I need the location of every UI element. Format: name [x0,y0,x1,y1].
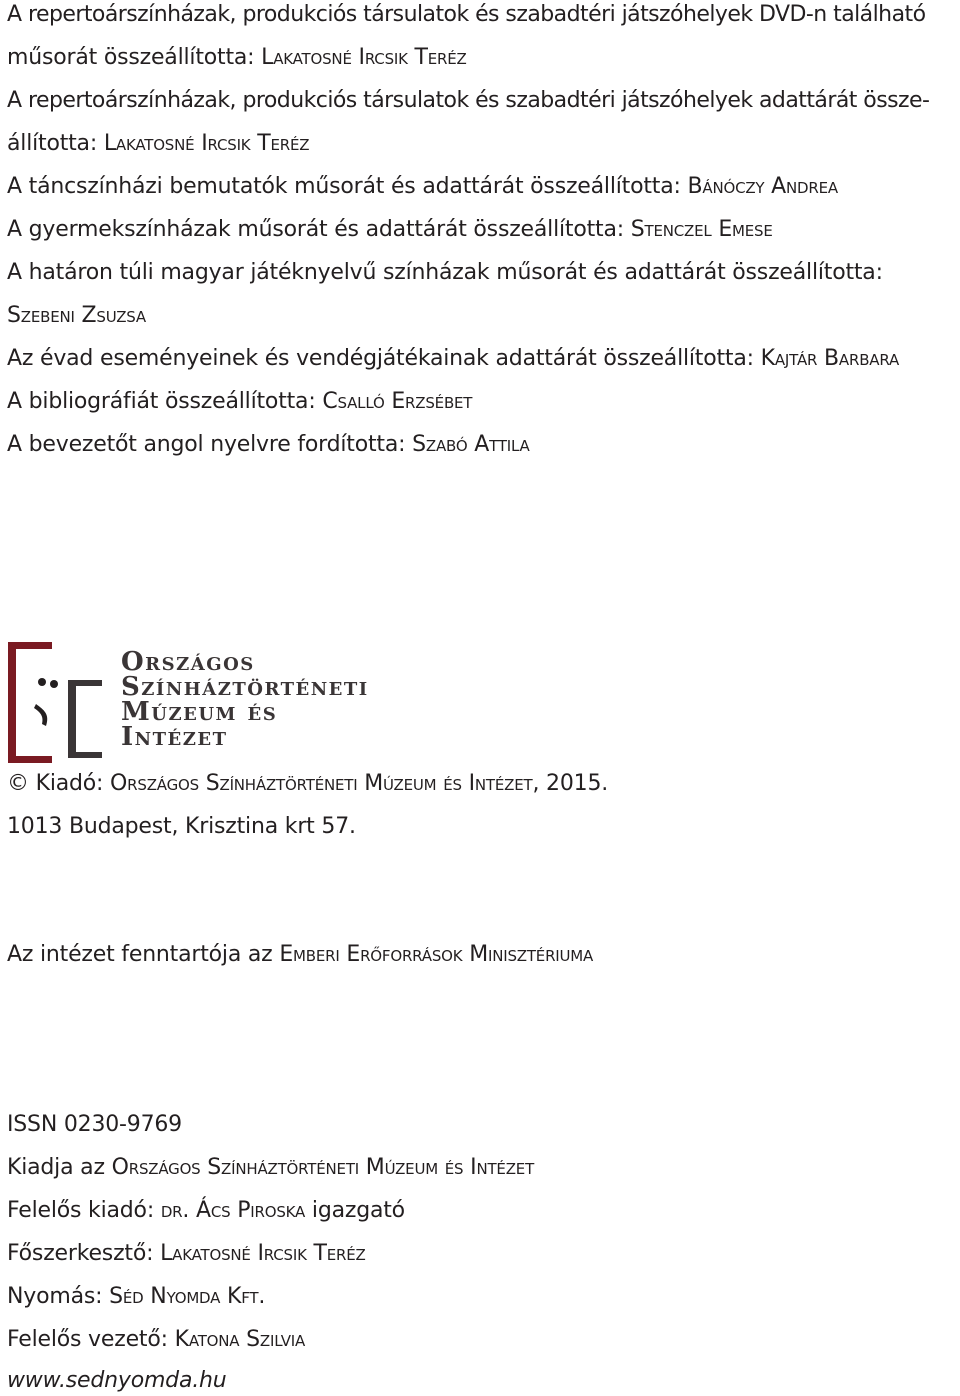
print-line: Nyomás: Séd Nyomda Kft. [7,1284,266,1309]
logo-wordmark: Országos Színháztörténeti Múzeum és Intézet [121,647,369,752]
credit-person: Lakatosné Ircsik Teréz [261,45,467,70]
credit-person: Lakatosné Ircsik Teréz [103,131,310,156]
credit-line-3: A repertoárszínházak, produkciós társulatok és szabadtéri játszóhelyek adattárát össze- [7,88,930,113]
credit-line-5: A táncszínházi bemutatók műsorát és adattárát összeállította: Bánóczy Andrea [7,174,838,199]
institution-logo [6,640,369,764]
credit-line-10: A bibliográfiát összeállította: Csalló Erzsébet [7,389,473,414]
credit-line-6: A gyermekszínházak műsorát és adattárát összeállította: Stenczel Emese [7,217,773,242]
manager-line: Felelős vezető: Katona Szilvia [7,1327,306,1352]
issued-by-line: Kiadja az Országos Színháztörténeti Múzeum és Intézet [7,1155,535,1180]
credit-person: Bánóczy Andrea [687,174,838,199]
credit-person: Szabó Attila [412,432,530,457]
credit-line-2: műsorát összeállította: Lakatosné Ircsik Teréz [7,45,467,70]
publisher-address: 1013 Budapest, Krisztina krt 57. [7,814,356,839]
credit-person: Szebeni Zsuzsa [7,303,146,328]
maintainer-line: Az intézet fenntartója az Emberi Erőforrások Minisztériuma [7,942,594,967]
publisher-line: © Kiadó: Országos Színháztörténeti Múzeum és Intézet, 2015. [7,771,609,796]
publisher-name: Országos Színháztörténeti Múzeum és Intézet [110,771,533,796]
credit-line-11: A bevezetőt angol nyelvre fordította: Szabó Attila [7,432,530,457]
editor-line: Főszerkesztő: Lakatosné Ircsik Teréz [7,1241,366,1266]
credit-line-7: A határon túli magyar játéknyelvű színházak műsorát és adattárát összeállította: [7,260,883,285]
credit-line-9: Az évad eseményeinek és vendégjátékainak adattárát összeállította: Kajtár Barbara [7,346,900,371]
credit-line-4: állította: Lakatosné Ircsik Teréz [7,131,310,156]
responsible-publisher-line: Felelős kiadó: dr. Ács Piroska igazgató [7,1198,405,1223]
issn: ISSN 0230-9769 [7,1112,182,1137]
logo-mark-icon [6,640,116,764]
maintainer-name: Emberi Erőforrások Minisztériuma [279,942,594,967]
credit-line-1: A repertoárszínházak, produkciós társulatok és szabadtéri játszóhelyek DVD-n található [7,2,926,27]
credit-person: Kajtár Barbara [760,346,900,371]
credit-line-8 [7,302,146,330]
printer-website-link[interactable]: www.sednyomda.hu [7,1368,227,1393]
credit-person: Csalló Erzsébet [322,389,473,414]
credit-person: Stenczel Emese [630,217,773,242]
